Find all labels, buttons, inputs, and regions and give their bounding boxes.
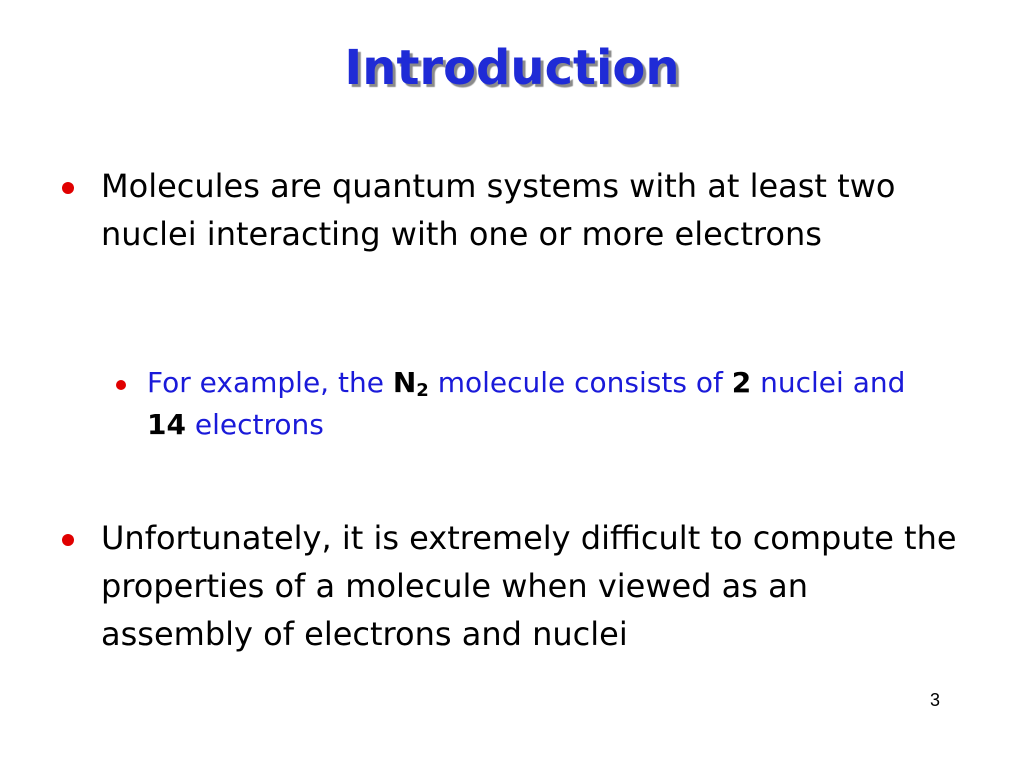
sub-bullet-text-part1: For example, the	[147, 366, 393, 399]
molecule-symbol: N	[392, 366, 417, 399]
molecule-subscript: 2	[416, 380, 429, 401]
sub-bullet-text-part4: electrons	[185, 408, 324, 441]
sub-bullet-text-part3: nuclei and	[751, 366, 906, 399]
sub-bullet-1-dot	[116, 380, 126, 390]
bullet-1-text: Molecules are quantum systems with at least two nuclei interacting with one or more electrons	[101, 167, 896, 253]
slide-number: 3	[930, 690, 941, 710]
sub-bullet-text-part2: molecule consists of	[428, 366, 732, 399]
electron-count: 14	[147, 408, 186, 441]
slide-title: Introduction	[344, 40, 680, 96]
nuclei-count: 2	[731, 366, 752, 399]
sub-bullet-1-text	[147, 362, 947, 446]
bullet-1-dot	[62, 182, 74, 194]
bullet-2-text: Unfortunately, it is extremely difficult to compute the properties of a molecule when viewed as an assembly of electrons and nuclei	[101, 519, 957, 653]
molecule-formula	[393, 366, 429, 399]
bullet-2-dot	[62, 534, 74, 546]
